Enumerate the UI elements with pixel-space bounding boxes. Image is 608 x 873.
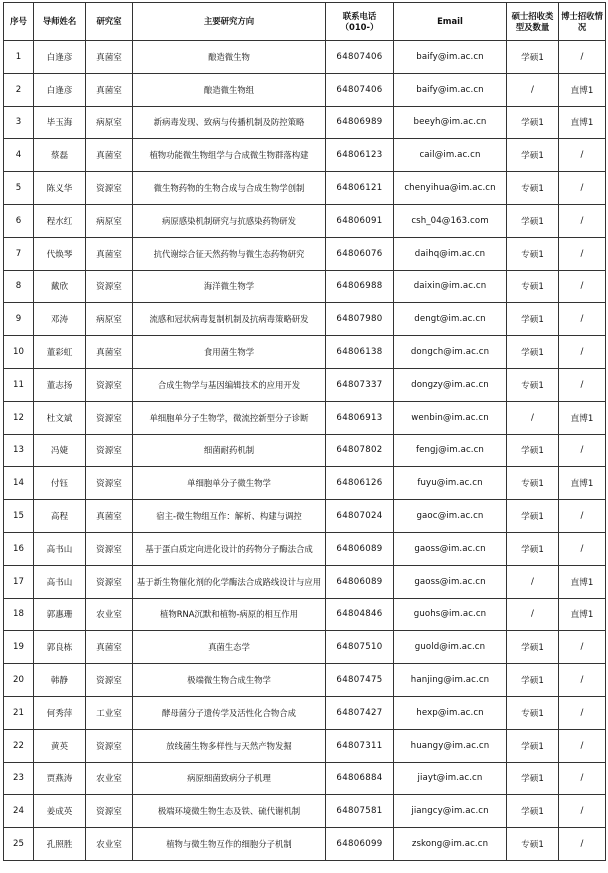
cell-phd: / (559, 696, 606, 729)
cell-phone: 64807980 (326, 303, 394, 336)
header-dept: 研究室 (86, 3, 133, 41)
cell-master: 学硕1 (507, 434, 559, 467)
cell-phone: 64806099 (326, 828, 394, 861)
cell-master: 学硕1 (507, 664, 559, 697)
cell-master: 学硕1 (507, 729, 559, 762)
cell-phd: / (559, 795, 606, 828)
cell-direction: 合成生物学与基因编辑技术的应用开发 (133, 368, 326, 401)
cell-dept: 农业室 (86, 762, 133, 795)
cell-dept: 资源室 (86, 172, 133, 205)
cell-master: 专硕1 (507, 368, 559, 401)
cell-master: 专硕1 (507, 172, 559, 205)
cell-no: 22 (4, 729, 34, 762)
cell-no: 2 (4, 73, 34, 106)
cell-email: daihq@im.ac.cn (394, 237, 507, 270)
cell-no: 3 (4, 106, 34, 139)
cell-phone: 64806988 (326, 270, 394, 303)
cell-direction: 基于新生物催化剂的化学酶法合成路线设计与应用 (133, 565, 326, 598)
cell-no: 10 (4, 336, 34, 369)
cell-no: 19 (4, 631, 34, 664)
cell-phone: 64807406 (326, 73, 394, 106)
cell-name: 代焕琴 (34, 237, 86, 270)
cell-name: 姜成英 (34, 795, 86, 828)
cell-name: 白逢彦 (34, 73, 86, 106)
table-row (4, 795, 606, 828)
cell-phd: 直博1 (559, 106, 606, 139)
table-row (4, 729, 606, 762)
cell-phd: / (559, 828, 606, 861)
cell-name: 高书山 (34, 565, 86, 598)
cell-no: 11 (4, 368, 34, 401)
table-body (4, 41, 606, 861)
cell-master: 专硕1 (507, 467, 559, 500)
table-row (4, 336, 606, 369)
header-row (4, 3, 606, 41)
cell-master: 专硕1 (507, 270, 559, 303)
cell-phone: 64807337 (326, 368, 394, 401)
table-row (4, 106, 606, 139)
cell-name: 高书山 (34, 532, 86, 565)
cell-direction: 病原细菌致病分子机理 (133, 762, 326, 795)
table-row (4, 73, 606, 106)
cell-direction: 酿造微生物 (133, 41, 326, 74)
cell-name: 戴欣 (34, 270, 86, 303)
cell-dept: 农业室 (86, 828, 133, 861)
cell-no: 6 (4, 204, 34, 237)
table-row (4, 598, 606, 631)
cell-name: 蔡磊 (34, 139, 86, 172)
cell-master: 学硕1 (507, 762, 559, 795)
cell-dept: 资源室 (86, 467, 133, 500)
table-row (4, 303, 606, 336)
table-row (4, 664, 606, 697)
table-row (4, 204, 606, 237)
cell-phone: 64807581 (326, 795, 394, 828)
cell-email: zskong@im.ac.cn (394, 828, 507, 861)
header-email: Email (394, 3, 507, 41)
cell-direction: 海洋微生物学 (133, 270, 326, 303)
cell-phd: / (559, 270, 606, 303)
cell-phone: 64806913 (326, 401, 394, 434)
cell-direction: 酿造微生物组 (133, 73, 326, 106)
cell-name: 毕玉海 (34, 106, 86, 139)
cell-direction: 流感和冠状病毒复制机制及抗病毒策略研发 (133, 303, 326, 336)
cell-email: dongzy@im.ac.cn (394, 368, 507, 401)
cell-dept: 工业室 (86, 696, 133, 729)
cell-dept: 真菌室 (86, 41, 133, 74)
cell-dept: 真菌室 (86, 237, 133, 270)
cell-email: daixin@im.ac.cn (394, 270, 507, 303)
cell-email: gaoss@im.ac.cn (394, 565, 507, 598)
cell-email: baify@im.ac.cn (394, 41, 507, 74)
cell-phd: / (559, 500, 606, 533)
cell-phd: / (559, 664, 606, 697)
cell-no: 7 (4, 237, 34, 270)
cell-dept: 资源室 (86, 729, 133, 762)
cell-direction: 植物功能微生物组学与合成微生物群落构建 (133, 139, 326, 172)
cell-email: dongch@im.ac.cn (394, 336, 507, 369)
cell-phone: 64807510 (326, 631, 394, 664)
cell-direction: 病原感染机制研究与抗感染药物研发 (133, 204, 326, 237)
header-master: 硕士招收类型及数量 (507, 3, 559, 41)
cell-no: 14 (4, 467, 34, 500)
cell-dept: 真菌室 (86, 631, 133, 664)
cell-direction: 极端环境微生物生态及铁、硫代谢机制 (133, 795, 326, 828)
cell-direction: 真菌生态学 (133, 631, 326, 664)
cell-no: 13 (4, 434, 34, 467)
cell-phone: 64807475 (326, 664, 394, 697)
table-row (4, 828, 606, 861)
cell-phd: 直博1 (559, 565, 606, 598)
cell-name: 付钰 (34, 467, 86, 500)
cell-dept: 资源室 (86, 434, 133, 467)
cell-phd: 直博1 (559, 467, 606, 500)
table-row (4, 237, 606, 270)
cell-phone: 64806126 (326, 467, 394, 500)
cell-email: hanjing@im.ac.cn (394, 664, 507, 697)
header-no: 序号 (4, 3, 34, 41)
cell-phd: / (559, 631, 606, 664)
cell-dept: 资源室 (86, 664, 133, 697)
cell-dept: 真菌室 (86, 336, 133, 369)
cell-no: 1 (4, 41, 34, 74)
cell-no: 8 (4, 270, 34, 303)
cell-direction: 细菌耐药机制 (133, 434, 326, 467)
cell-dept: 资源室 (86, 565, 133, 598)
table-row (4, 631, 606, 664)
cell-dept: 病原室 (86, 106, 133, 139)
cell-phd: 直博1 (559, 401, 606, 434)
table-row (4, 401, 606, 434)
cell-email: gaoc@im.ac.cn (394, 500, 507, 533)
cell-phd: / (559, 368, 606, 401)
cell-phone: 64806123 (326, 139, 394, 172)
cell-phone: 64807427 (326, 696, 394, 729)
cell-dept: 资源室 (86, 532, 133, 565)
cell-no: 21 (4, 696, 34, 729)
cell-master: 学硕1 (507, 139, 559, 172)
cell-direction: 食用菌生物学 (133, 336, 326, 369)
cell-master: 学硕1 (507, 336, 559, 369)
cell-dept: 资源室 (86, 270, 133, 303)
cell-master: / (507, 401, 559, 434)
cell-phone: 64806121 (326, 172, 394, 205)
cell-email: chenyihua@im.ac.cn (394, 172, 507, 205)
cell-no: 12 (4, 401, 34, 434)
cell-direction: 抗代谢综合征天然药物与微生态药物研究 (133, 237, 326, 270)
cell-master: 专硕1 (507, 828, 559, 861)
cell-direction: 酵母菌分子遗传学及活性化合物合成 (133, 696, 326, 729)
cell-no: 20 (4, 664, 34, 697)
cell-phd: / (559, 336, 606, 369)
cell-no: 16 (4, 532, 34, 565)
cell-name: 何秀萍 (34, 696, 86, 729)
cell-name: 邓涛 (34, 303, 86, 336)
cell-phd: / (559, 172, 606, 205)
cell-phd: / (559, 41, 606, 74)
cell-dept: 病原室 (86, 303, 133, 336)
cell-direction: 微生物药物的生物合成与合成生物学创制 (133, 172, 326, 205)
table-row (4, 696, 606, 729)
cell-email: fuyu@im.ac.cn (394, 467, 507, 500)
cell-email: jiayt@im.ac.cn (394, 762, 507, 795)
cell-direction: 宿主-微生物组互作：解析、构建与调控 (133, 500, 326, 533)
cell-dept: 资源室 (86, 368, 133, 401)
table-row (4, 565, 606, 598)
cell-name: 韩静 (34, 664, 86, 697)
cell-email: dengt@im.ac.cn (394, 303, 507, 336)
table-row (4, 500, 606, 533)
cell-master: 学硕1 (507, 532, 559, 565)
cell-name: 杜文斌 (34, 401, 86, 434)
cell-email: csh_04@163.com (394, 204, 507, 237)
cell-phd: 直博1 (559, 598, 606, 631)
cell-email: fengj@im.ac.cn (394, 434, 507, 467)
cell-no: 23 (4, 762, 34, 795)
table-row (4, 270, 606, 303)
cell-email: jiangcy@im.ac.cn (394, 795, 507, 828)
cell-no: 24 (4, 795, 34, 828)
cell-name: 董彩虹 (34, 336, 86, 369)
cell-name: 郭良栋 (34, 631, 86, 664)
cell-master: 专硕1 (507, 696, 559, 729)
cell-name: 董志扬 (34, 368, 86, 401)
cell-dept: 病原室 (86, 204, 133, 237)
cell-dept: 资源室 (86, 401, 133, 434)
advisor-table (3, 2, 606, 861)
cell-master: 学硕1 (507, 303, 559, 336)
cell-phd: / (559, 762, 606, 795)
cell-master: 学硕1 (507, 631, 559, 664)
cell-dept: 真菌室 (86, 139, 133, 172)
table-row (4, 368, 606, 401)
cell-no: 15 (4, 500, 34, 533)
cell-name: 程水红 (34, 204, 86, 237)
cell-phd: / (559, 532, 606, 565)
header-phone: 联系电话（010-） (326, 3, 394, 41)
table-row (4, 762, 606, 795)
cell-email: beeyh@im.ac.cn (394, 106, 507, 139)
cell-no: 18 (4, 598, 34, 631)
cell-no: 17 (4, 565, 34, 598)
cell-dept: 真菌室 (86, 500, 133, 533)
cell-direction: 放线菌生物多样性与天然产物发掘 (133, 729, 326, 762)
cell-name: 郭惠珊 (34, 598, 86, 631)
cell-phd: 直博1 (559, 73, 606, 106)
cell-master: / (507, 565, 559, 598)
cell-no: 4 (4, 139, 34, 172)
cell-phd: / (559, 139, 606, 172)
cell-phd: / (559, 434, 606, 467)
cell-direction: 植物与微生物互作的细胞分子机制 (133, 828, 326, 861)
cell-direction: 单细胞单分子微生物学 (133, 467, 326, 500)
cell-master: 学硕1 (507, 41, 559, 74)
cell-phone: 64806989 (326, 106, 394, 139)
table-row (4, 139, 606, 172)
cell-phone: 64806089 (326, 532, 394, 565)
table-row (4, 41, 606, 74)
cell-dept: 农业室 (86, 598, 133, 631)
cell-name: 冯婕 (34, 434, 86, 467)
cell-direction: 极端微生物合成生物学 (133, 664, 326, 697)
cell-email: wenbin@im.ac.cn (394, 401, 507, 434)
cell-phone: 64806091 (326, 204, 394, 237)
cell-master: 学硕1 (507, 500, 559, 533)
cell-phone: 64807406 (326, 41, 394, 74)
cell-phone: 64806076 (326, 237, 394, 270)
cell-no: 5 (4, 172, 34, 205)
table-row (4, 467, 606, 500)
cell-master: 学硕1 (507, 795, 559, 828)
cell-phd: / (559, 204, 606, 237)
cell-direction: 基于蛋白质定向进化设计的药物分子酶法合成 (133, 532, 326, 565)
cell-email: huangy@im.ac.cn (394, 729, 507, 762)
cell-email: guohs@im.ac.cn (394, 598, 507, 631)
header-direction: 主要研究方向 (133, 3, 326, 41)
cell-no: 25 (4, 828, 34, 861)
table-row (4, 434, 606, 467)
cell-name: 孔照胜 (34, 828, 86, 861)
cell-direction: 新病毒发现、致病与传播机制及防控策略 (133, 106, 326, 139)
cell-phd: / (559, 303, 606, 336)
cell-phone: 64804846 (326, 598, 394, 631)
cell-direction: 植物RNA沉默和植物-病原的相互作用 (133, 598, 326, 631)
cell-master: 专硕1 (507, 237, 559, 270)
cell-email: hexp@im.ac.cn (394, 696, 507, 729)
cell-email: baify@im.ac.cn (394, 73, 507, 106)
cell-name: 陈义华 (34, 172, 86, 205)
cell-name: 白逢彦 (34, 41, 86, 74)
cell-dept: 真菌室 (86, 73, 133, 106)
table-row (4, 532, 606, 565)
cell-phd: / (559, 729, 606, 762)
cell-dept: 资源室 (86, 795, 133, 828)
table-row (4, 172, 606, 205)
cell-name: 贾燕涛 (34, 762, 86, 795)
cell-master: 学硕1 (507, 204, 559, 237)
cell-email: cail@im.ac.cn (394, 139, 507, 172)
cell-phone: 64806089 (326, 565, 394, 598)
cell-email: guold@im.ac.cn (394, 631, 507, 664)
cell-master: / (507, 598, 559, 631)
cell-master: / (507, 73, 559, 106)
cell-name: 黄英 (34, 729, 86, 762)
cell-email: gaoss@im.ac.cn (394, 532, 507, 565)
cell-no: 9 (4, 303, 34, 336)
cell-phd: / (559, 237, 606, 270)
cell-phone: 64806138 (326, 336, 394, 369)
cell-direction: 单细胞单分子生物学，微流控新型分子诊断 (133, 401, 326, 434)
cell-phone: 64807024 (326, 500, 394, 533)
cell-master: 学硕1 (507, 106, 559, 139)
cell-phone: 64807802 (326, 434, 394, 467)
cell-phone: 64807311 (326, 729, 394, 762)
cell-phone: 64806884 (326, 762, 394, 795)
cell-name: 高程 (34, 500, 86, 533)
header-name: 导师姓名 (34, 3, 86, 41)
header-phd: 博士招收情况 (559, 3, 606, 41)
